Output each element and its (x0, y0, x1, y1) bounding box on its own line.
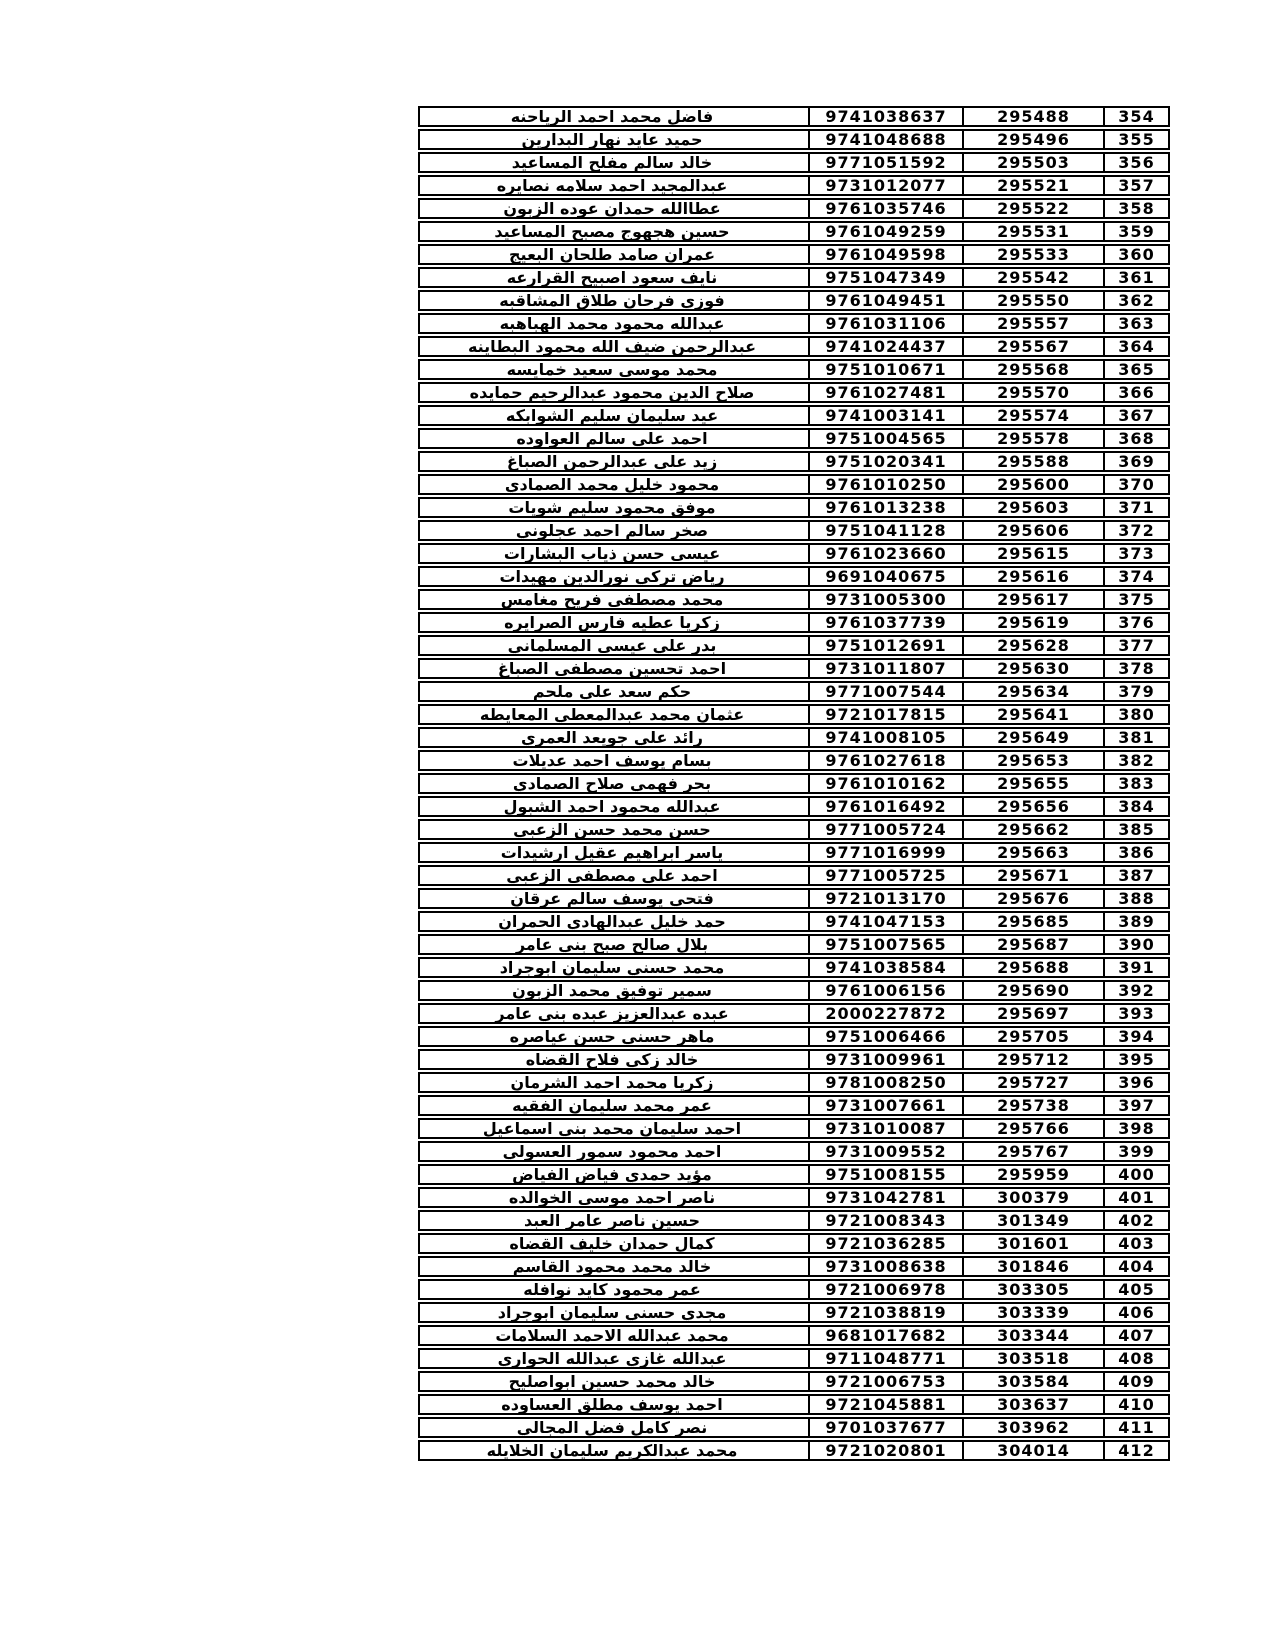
national-id-cell: 9761049598 (808, 244, 962, 265)
national-id-cell: 9741024437 (808, 336, 962, 357)
records-table (418, 104, 1170, 1463)
serial-cell: 403 (1103, 1233, 1170, 1254)
name-cell: موفق محمود سليم شويات (418, 497, 808, 518)
table-row (418, 1026, 1170, 1047)
code-cell: 295628 (962, 635, 1103, 656)
records-table-body (418, 106, 1170, 1461)
serial-cell: 378 (1103, 658, 1170, 679)
name-cell: محمد عبدالكريم سليمان الخلايله (418, 1440, 808, 1461)
code-cell: 295712 (962, 1049, 1103, 1070)
national-id-cell: 9721006753 (808, 1371, 962, 1392)
code-cell: 295630 (962, 658, 1103, 679)
national-id-cell: 9771016999 (808, 842, 962, 863)
serial-cell: 392 (1103, 980, 1170, 1001)
national-id-cell: 9751020341 (808, 451, 962, 472)
name-cell: عمر محمد سليمان الفقيه (418, 1095, 808, 1116)
table-row (418, 566, 1170, 587)
code-cell: 303962 (962, 1417, 1103, 1438)
code-cell: 303518 (962, 1348, 1103, 1369)
table-row (418, 1072, 1170, 1093)
code-cell: 295766 (962, 1118, 1103, 1139)
code-cell: 295727 (962, 1072, 1103, 1093)
serial-cell: 365 (1103, 359, 1170, 380)
serial-cell: 366 (1103, 382, 1170, 403)
table-row (418, 888, 1170, 909)
name-cell: خالد سالم مفلح المساعيد (418, 152, 808, 173)
national-id-cell: 9761006156 (808, 980, 962, 1001)
name-cell: خالد محمد حسين ابواصليح (418, 1371, 808, 1392)
name-cell: صخر سالم احمد عجلوني (418, 520, 808, 541)
serial-cell: 399 (1103, 1141, 1170, 1162)
national-id-cell: 9741008105 (808, 727, 962, 748)
code-cell: 295685 (962, 911, 1103, 932)
code-cell: 295542 (962, 267, 1103, 288)
code-cell: 295697 (962, 1003, 1103, 1024)
table-row (418, 1417, 1170, 1438)
table-row (418, 543, 1170, 564)
national-id-cell: 9751010671 (808, 359, 962, 380)
national-id-cell: 9771005724 (808, 819, 962, 840)
table-row (418, 106, 1170, 127)
national-id-cell: 9761037739 (808, 612, 962, 633)
serial-cell: 411 (1103, 1417, 1170, 1438)
table-row (418, 704, 1170, 725)
name-cell: بدر علي عيسى المسلماني (418, 635, 808, 656)
national-id-cell: 9751004565 (808, 428, 962, 449)
code-cell: 295570 (962, 382, 1103, 403)
code-cell: 295634 (962, 681, 1103, 702)
national-id-cell: 9721045881 (808, 1394, 962, 1415)
national-id-cell: 9701037677 (808, 1417, 962, 1438)
name-cell: عمر محمود كايد نوافله (418, 1279, 808, 1300)
table-row (418, 635, 1170, 656)
table-row (418, 244, 1170, 265)
table-row (418, 980, 1170, 1001)
code-cell: 295521 (962, 175, 1103, 196)
serial-cell: 375 (1103, 589, 1170, 610)
national-id-cell: 9761013238 (808, 497, 962, 518)
name-cell: محمد موسى سعيد خمايسه (418, 359, 808, 380)
national-id-cell: 9761027481 (808, 382, 962, 403)
name-cell: عبدالله محمود احمد الشبول (418, 796, 808, 817)
table-row (418, 129, 1170, 150)
national-id-cell: 9761035746 (808, 198, 962, 219)
name-cell: فوزي فرحان طلاق المشاقبه (418, 290, 808, 311)
name-cell: صلاح الدين محمود عبدالرحيم حمايده (418, 382, 808, 403)
name-cell: محمد مصطفى فريح مغامس (418, 589, 808, 610)
national-id-cell: 9751008155 (808, 1164, 962, 1185)
serial-cell: 369 (1103, 451, 1170, 472)
code-cell: 295671 (962, 865, 1103, 886)
table-row (418, 773, 1170, 794)
national-id-cell: 9771051592 (808, 152, 962, 173)
national-id-cell: 9751041128 (808, 520, 962, 541)
table-row (418, 405, 1170, 426)
serial-cell: 405 (1103, 1279, 1170, 1300)
national-id-cell: 9731008638 (808, 1256, 962, 1277)
name-cell: احمد يوسف مطلق العساوده (418, 1394, 808, 1415)
name-cell: بلال صالح صبح بني عامر (418, 934, 808, 955)
code-cell: 295578 (962, 428, 1103, 449)
serial-cell: 376 (1103, 612, 1170, 633)
serial-cell: 381 (1103, 727, 1170, 748)
name-cell: كمال حمدان خليف القضاه (418, 1233, 808, 1254)
name-cell: حسين ناصر عامر العبد (418, 1210, 808, 1231)
serial-cell: 402 (1103, 1210, 1170, 1231)
name-cell: احمد سليمان محمد بني اسماعيل (418, 1118, 808, 1139)
national-id-cell: 9751012691 (808, 635, 962, 656)
table-row (418, 359, 1170, 380)
name-cell: نصر كامل فضل المجالي (418, 1417, 808, 1438)
table-row (418, 1256, 1170, 1277)
serial-cell: 373 (1103, 543, 1170, 564)
table-row (418, 152, 1170, 173)
name-cell: فاضل محمد احمد الرياحنه (418, 106, 808, 127)
code-cell: 295656 (962, 796, 1103, 817)
table-row (418, 175, 1170, 196)
serial-cell: 363 (1103, 313, 1170, 334)
code-cell: 303584 (962, 1371, 1103, 1392)
code-cell: 295606 (962, 520, 1103, 541)
serial-cell: 407 (1103, 1325, 1170, 1346)
serial-cell: 412 (1103, 1440, 1170, 1461)
table-row (418, 382, 1170, 403)
national-id-cell: 9731007661 (808, 1095, 962, 1116)
table-row (418, 290, 1170, 311)
name-cell: خالد زكي فلاح القضاه (418, 1049, 808, 1070)
serial-cell: 400 (1103, 1164, 1170, 1185)
national-id-cell: 9741003141 (808, 405, 962, 426)
national-id-cell: 9721020801 (808, 1440, 962, 1461)
code-cell: 295600 (962, 474, 1103, 495)
serial-cell: 359 (1103, 221, 1170, 242)
code-cell: 295574 (962, 405, 1103, 426)
table-row (418, 750, 1170, 771)
national-id-cell: 9721036285 (808, 1233, 962, 1254)
national-id-cell: 9731042781 (808, 1187, 962, 1208)
name-cell: احمد تحسين مصطفى الصباغ (418, 658, 808, 679)
code-cell: 295653 (962, 750, 1103, 771)
national-id-cell: 9761027618 (808, 750, 962, 771)
serial-cell: 372 (1103, 520, 1170, 541)
national-id-cell: 9731011807 (808, 658, 962, 679)
national-id-cell: 9721038819 (808, 1302, 962, 1323)
name-cell: زكريا عطيه فارس الصرايره (418, 612, 808, 633)
name-cell: خالد محمد محمود القاسم (418, 1256, 808, 1277)
table-row (418, 612, 1170, 633)
national-id-cell: 9771007544 (808, 681, 962, 702)
serial-cell: 382 (1103, 750, 1170, 771)
table-row (418, 1164, 1170, 1185)
code-cell: 301349 (962, 1210, 1103, 1231)
table-row (418, 681, 1170, 702)
national-id-cell: 9751047349 (808, 267, 962, 288)
code-cell: 295688 (962, 957, 1103, 978)
national-id-cell: 9741047153 (808, 911, 962, 932)
serial-cell: 358 (1103, 198, 1170, 219)
serial-cell: 397 (1103, 1095, 1170, 1116)
table-row (418, 313, 1170, 334)
table-row (418, 1003, 1170, 1024)
serial-cell: 391 (1103, 957, 1170, 978)
name-cell: محمد حسني سليمان ابوجراد (418, 957, 808, 978)
name-cell: مؤيد حمدي فياض الفياض (418, 1164, 808, 1185)
code-cell: 295662 (962, 819, 1103, 840)
table-row (418, 1095, 1170, 1116)
table-row (418, 865, 1170, 886)
national-id-cell: 2000227872 (808, 1003, 962, 1024)
code-cell: 295649 (962, 727, 1103, 748)
code-cell: 304014 (962, 1440, 1103, 1461)
serial-cell: 385 (1103, 819, 1170, 840)
serial-cell: 408 (1103, 1348, 1170, 1369)
table-row (418, 934, 1170, 955)
national-id-cell: 9741038584 (808, 957, 962, 978)
table-row (418, 819, 1170, 840)
code-cell: 295522 (962, 198, 1103, 219)
table-row (418, 589, 1170, 610)
code-cell: 295641 (962, 704, 1103, 725)
name-cell: حسن محمد حسن الزعبي (418, 819, 808, 840)
national-id-cell: 9761010250 (808, 474, 962, 495)
name-cell: عيد سليمان سليم الشوابكه (418, 405, 808, 426)
name-cell: نايف سعود اصبيح القرارعه (418, 267, 808, 288)
serial-cell: 362 (1103, 290, 1170, 311)
table-row (418, 1394, 1170, 1415)
table-row (418, 474, 1170, 495)
national-id-cell: 9721006978 (808, 1279, 962, 1300)
name-cell: رياض تركي نورالدين مهيدات (418, 566, 808, 587)
serial-cell: 406 (1103, 1302, 1170, 1323)
table-row (418, 451, 1170, 472)
serial-cell: 409 (1103, 1371, 1170, 1392)
national-id-cell: 9761031106 (808, 313, 962, 334)
code-cell: 295676 (962, 888, 1103, 909)
name-cell: عبدالمجيد احمد سلامه نصايره (418, 175, 808, 196)
serial-cell: 393 (1103, 1003, 1170, 1024)
national-id-cell: 9721017815 (808, 704, 962, 725)
name-cell: عمران صامد طلحان البعيج (418, 244, 808, 265)
name-cell: حسين هجهوج مصبح المساعيد (418, 221, 808, 242)
serial-cell: 398 (1103, 1118, 1170, 1139)
name-cell: عيسى حسن ذياب البشارات (418, 543, 808, 564)
serial-cell: 360 (1103, 244, 1170, 265)
name-cell: سمير توفيق محمد الزبون (418, 980, 808, 1001)
serial-cell: 371 (1103, 497, 1170, 518)
code-cell: 295663 (962, 842, 1103, 863)
code-cell: 295503 (962, 152, 1103, 173)
name-cell: احمد محمود سمور العسولي (418, 1141, 808, 1162)
code-cell: 295655 (962, 773, 1103, 794)
table-row (418, 1279, 1170, 1300)
serial-cell: 367 (1103, 405, 1170, 426)
table-row (418, 796, 1170, 817)
national-id-cell: 9721008343 (808, 1210, 962, 1231)
serial-cell: 356 (1103, 152, 1170, 173)
table-row (418, 336, 1170, 357)
name-cell: بحر فهمي صلاح الصمادي (418, 773, 808, 794)
table-row (418, 1141, 1170, 1162)
serial-cell: 387 (1103, 865, 1170, 886)
serial-cell: 354 (1103, 106, 1170, 127)
national-id-cell: 9731005300 (808, 589, 962, 610)
name-cell: محمود خليل محمد الصمادي (418, 474, 808, 495)
table-row (418, 658, 1170, 679)
name-cell: بسام يوسف احمد عديلات (418, 750, 808, 771)
serial-cell: 364 (1103, 336, 1170, 357)
national-id-cell: 9761016492 (808, 796, 962, 817)
name-cell: عطاالله حمدان عوده الزبون (418, 198, 808, 219)
serial-cell: 368 (1103, 428, 1170, 449)
name-cell: عثمان محمد عبدالمعطي المعايطه (418, 704, 808, 725)
code-cell: 295616 (962, 566, 1103, 587)
serial-cell: 379 (1103, 681, 1170, 702)
name-cell: محمد عبدالله الاحمد السلامات (418, 1325, 808, 1346)
table-row (418, 520, 1170, 541)
national-id-cell: 9761049259 (808, 221, 962, 242)
name-cell: زكريا محمد احمد الشرمان (418, 1072, 808, 1093)
national-id-cell: 9751007565 (808, 934, 962, 955)
name-cell: مجدي حسني سليمان ابوجراد (418, 1302, 808, 1323)
national-id-cell: 9711048771 (808, 1348, 962, 1369)
serial-cell: 390 (1103, 934, 1170, 955)
code-cell: 303344 (962, 1325, 1103, 1346)
table-row (418, 267, 1170, 288)
table-row (418, 497, 1170, 518)
code-cell: 295615 (962, 543, 1103, 564)
table-row (418, 911, 1170, 932)
table-row (418, 428, 1170, 449)
serial-cell: 377 (1103, 635, 1170, 656)
table-row (418, 1325, 1170, 1346)
code-cell: 295568 (962, 359, 1103, 380)
national-id-cell: 9771005725 (808, 865, 962, 886)
table-row (418, 198, 1170, 219)
national-id-cell: 9761023660 (808, 543, 962, 564)
code-cell: 295533 (962, 244, 1103, 265)
table-row (418, 957, 1170, 978)
code-cell: 295603 (962, 497, 1103, 518)
national-id-cell: 9761049451 (808, 290, 962, 311)
serial-cell: 384 (1103, 796, 1170, 817)
code-cell: 301846 (962, 1256, 1103, 1277)
serial-cell: 357 (1103, 175, 1170, 196)
code-cell: 295496 (962, 129, 1103, 150)
code-cell: 295567 (962, 336, 1103, 357)
national-id-cell: 9731012077 (808, 175, 962, 196)
table-row (418, 1348, 1170, 1369)
name-cell: زيد علي عبدالرحمن الصباغ (418, 451, 808, 472)
table-row (418, 1302, 1170, 1323)
serial-cell: 355 (1103, 129, 1170, 150)
national-id-cell: 9731009552 (808, 1141, 962, 1162)
serial-cell: 396 (1103, 1072, 1170, 1093)
name-cell: عبده عبدالعزيز عبده بني عامر (418, 1003, 808, 1024)
code-cell: 295738 (962, 1095, 1103, 1116)
name-cell: عبدالله محمود محمد الهباهبه (418, 313, 808, 334)
table-row (418, 1233, 1170, 1254)
serial-cell: 386 (1103, 842, 1170, 863)
national-id-cell: 9761010162 (808, 773, 962, 794)
name-cell: ماهر حسني حسن عياصره (418, 1026, 808, 1047)
table-row (418, 1440, 1170, 1461)
national-id-cell: 9721013170 (808, 888, 962, 909)
code-cell: 295488 (962, 106, 1103, 127)
code-cell: 295619 (962, 612, 1103, 633)
code-cell: 295959 (962, 1164, 1103, 1185)
code-cell: 295557 (962, 313, 1103, 334)
serial-cell: 383 (1103, 773, 1170, 794)
name-cell: ياسر ابراهيم عقيل ارشيدات (418, 842, 808, 863)
serial-cell: 404 (1103, 1256, 1170, 1277)
code-cell: 295550 (962, 290, 1103, 311)
national-id-cell: 9681017682 (808, 1325, 962, 1346)
table-row (418, 1210, 1170, 1231)
table-row (418, 1118, 1170, 1139)
national-id-cell: 9741038637 (808, 106, 962, 127)
name-cell: ناصر احمد موسى الخوالده (418, 1187, 808, 1208)
code-cell: 295588 (962, 451, 1103, 472)
code-cell: 295767 (962, 1141, 1103, 1162)
serial-cell: 388 (1103, 888, 1170, 909)
serial-cell: 395 (1103, 1049, 1170, 1070)
code-cell: 295705 (962, 1026, 1103, 1047)
name-cell: حمد خليل عبدالهادي الحمران (418, 911, 808, 932)
serial-cell: 394 (1103, 1026, 1170, 1047)
code-cell: 301601 (962, 1233, 1103, 1254)
serial-cell: 410 (1103, 1394, 1170, 1415)
national-id-cell: 9741048688 (808, 129, 962, 150)
national-id-cell: 9731009961 (808, 1049, 962, 1070)
serial-cell: 401 (1103, 1187, 1170, 1208)
name-cell: رائد علي جويعد العمري (418, 727, 808, 748)
national-id-cell: 9751006466 (808, 1026, 962, 1047)
serial-cell: 370 (1103, 474, 1170, 495)
table-row (418, 842, 1170, 863)
name-cell: احمد علي سالم العواوده (418, 428, 808, 449)
code-cell: 303637 (962, 1394, 1103, 1415)
table-row (418, 1371, 1170, 1392)
table-row (418, 727, 1170, 748)
serial-cell: 361 (1103, 267, 1170, 288)
national-id-cell: 9691040675 (808, 566, 962, 587)
code-cell: 295690 (962, 980, 1103, 1001)
national-id-cell: 9781008250 (808, 1072, 962, 1093)
serial-cell: 374 (1103, 566, 1170, 587)
table-row (418, 221, 1170, 242)
national-id-cell: 9731010087 (808, 1118, 962, 1139)
code-cell: 303339 (962, 1302, 1103, 1323)
name-cell: احمد علي مصطفى الزعبي (418, 865, 808, 886)
serial-cell: 389 (1103, 911, 1170, 932)
name-cell: عبدالله غازي عبدالله الحواري (418, 1348, 808, 1369)
code-cell: 295531 (962, 221, 1103, 242)
code-cell: 295617 (962, 589, 1103, 610)
name-cell: حميد عايد نهار البدارين (418, 129, 808, 150)
table-row (418, 1187, 1170, 1208)
code-cell: 295687 (962, 934, 1103, 955)
serial-cell: 380 (1103, 704, 1170, 725)
table-row (418, 1049, 1170, 1070)
code-cell: 303305 (962, 1279, 1103, 1300)
code-cell: 300379 (962, 1187, 1103, 1208)
name-cell: فتحي يوسف سالم عرقان (418, 888, 808, 909)
name-cell: عبدالرحمن ضيف الله محمود البطاينه (418, 336, 808, 357)
name-cell: حكم سعد علي ملحم (418, 681, 808, 702)
